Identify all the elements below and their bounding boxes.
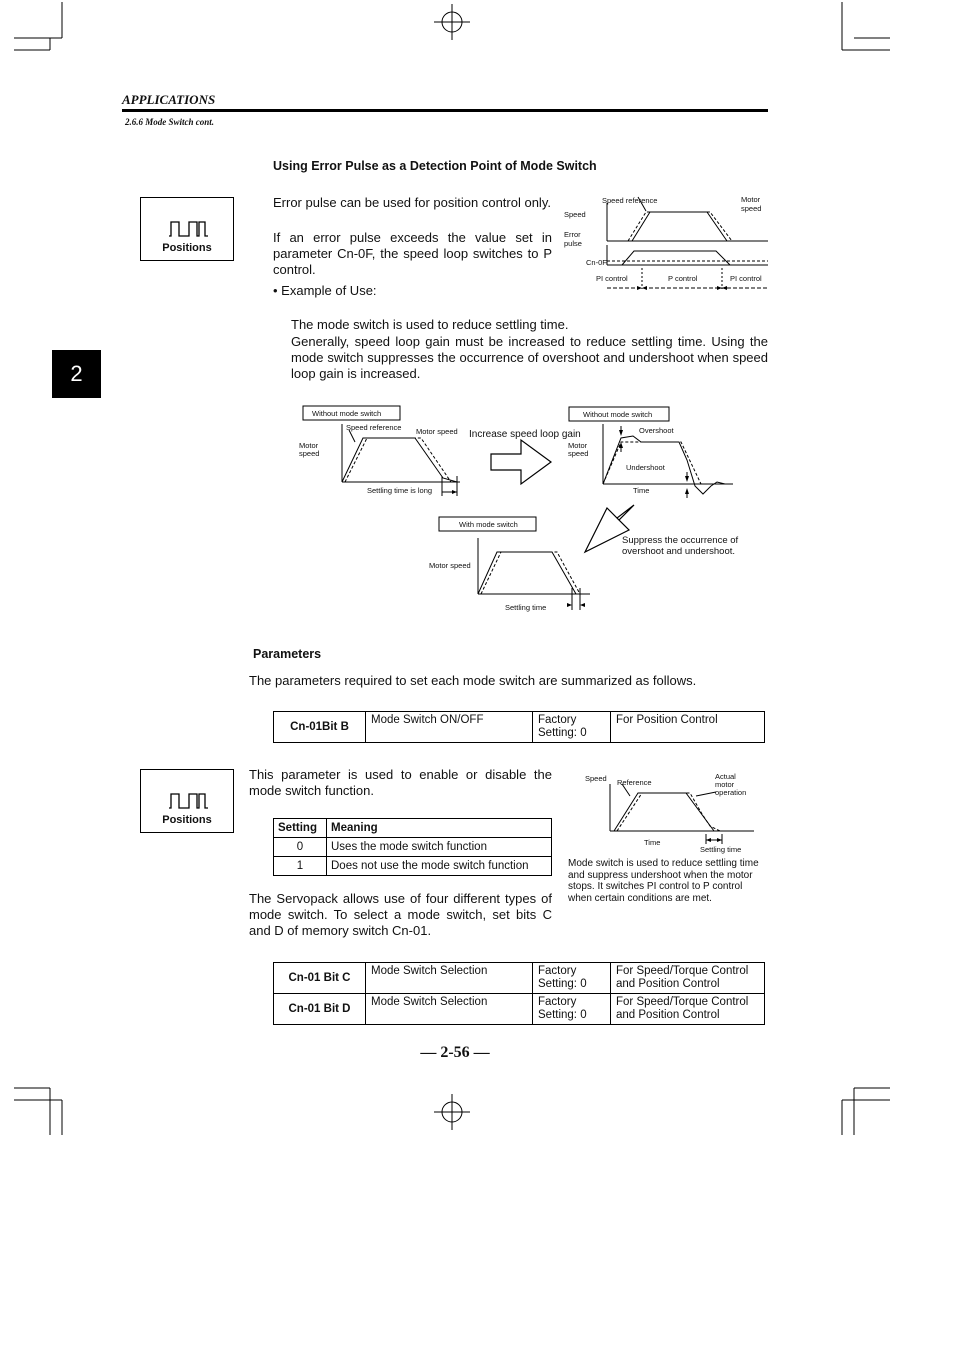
example-line2: Generally, speed loop gain must be increased to reduce settling time. Using the mode switch suppresses the occurrence of overshoot and undershoot when speed loop gain is increased. — [291, 334, 768, 381]
example-line1: The mode switch is used to reduce settling time. — [291, 317, 569, 332]
para-error-pulse: Error pulse can be used for position control only. — [273, 195, 551, 210]
suppress-label: Suppress the occurrence of overshoot and undershoot. — [622, 535, 739, 557]
example-heading: • Example of Use: — [273, 283, 377, 298]
table-row — [274, 994, 765, 1025]
param-name: Mode Switch ON/OFF — [366, 712, 533, 743]
motor-axis-a-2: speed — [299, 449, 320, 458]
overshoot-label: Overshoot — [639, 426, 674, 435]
positions-icon-box — [140, 197, 234, 261]
actual-motor-3: operation — [715, 788, 747, 797]
section-header: APPLICATIONS — [122, 92, 216, 107]
actual-motor-1: Actual — [715, 772, 736, 781]
header-rule — [122, 109, 768, 112]
chapter-number: 2 — [70, 361, 83, 386]
positions-label: Positions — [162, 242, 212, 254]
fig1-speed-word: speed — [741, 204, 762, 213]
fig1-speed-reference: Speed reference — [602, 196, 658, 205]
setting-value: 0 — [274, 838, 327, 857]
settling-caption: Mode switch is used to reduce settling time and suppress undershoot when the motor stops. It switches PI control to P control when certain conditions are met. — [568, 858, 759, 904]
param-scope: For Position Control — [611, 712, 765, 743]
column-header-setting: Setting — [274, 819, 327, 838]
speed-reference-label: Speed reference — [346, 423, 402, 432]
page-number: — 2-56 — — [420, 1044, 490, 1061]
mode-switch-example-figure — [295, 400, 765, 620]
actual-motor-2: motor — [715, 780, 735, 789]
param-scope: For Speed/Torque Control and Position Control — [611, 994, 765, 1025]
setting-value: 1 — [274, 857, 327, 876]
settings-table — [273, 818, 552, 876]
servopack-text: The Servopack allows use of four different types of mode switch. To select a mode switch, set bits C and D of memory switch Cn-01. — [249, 891, 552, 938]
fig1-error: Error — [564, 230, 581, 239]
param-key: Cn-01 Bit C — [274, 963, 366, 994]
param-factory: Factory Setting: 0 — [533, 712, 611, 743]
table-header-row — [274, 819, 552, 838]
fig1-motor: Motor — [741, 195, 761, 204]
param-factory: Factory Setting: 0 — [533, 963, 611, 994]
param-name: Mode Switch Selection — [366, 963, 533, 994]
time-label: Time — [633, 486, 650, 495]
fig1-speed-axis: Speed — [564, 210, 586, 219]
settling-time-figure — [584, 770, 774, 860]
positions-icon-box-2 — [140, 769, 234, 833]
param-table-bits-c-d — [273, 962, 765, 1025]
param-factory: Factory Setting: 0 — [533, 994, 611, 1025]
subsection-label: 2.6.6 Mode Switch cont. — [125, 117, 215, 127]
param-scope: For Speed/Torque Control and Position Control — [611, 963, 765, 994]
error-pulse-figure — [562, 193, 772, 293]
motor-axis-b-2: speed — [568, 449, 589, 458]
setting-meaning: Does not use the mode switch function — [327, 857, 552, 876]
mode-switch-desc: This parameter is used to enable or disable the mode switch function. — [249, 767, 552, 798]
motor-speed-axis-c: Motor speed — [429, 561, 471, 570]
motor-axis-a-1: Motor — [299, 441, 319, 450]
fig1-pi-right: PI control — [730, 274, 762, 283]
parameters-heading: Parameters — [253, 647, 322, 661]
without-mode-switch-label-a: Without mode switch — [312, 409, 382, 418]
increase-gain-label: Increase speed loop gain — [469, 429, 581, 440]
motor-speed-top-label: Motor speed — [416, 427, 458, 436]
positions-label: Positions — [162, 814, 212, 826]
fig1-p-control: P control — [668, 274, 698, 283]
settling-reference-label: Reference — [617, 778, 652, 787]
settling-time-axis: Time — [644, 838, 661, 847]
fig1-cn0f: Cn-0F — [586, 258, 607, 267]
settling-speed-axis: Speed — [585, 774, 607, 783]
fig1-pulse: pulse — [564, 239, 582, 248]
undershoot-label: Undershoot — [626, 463, 665, 472]
motor-axis-b-1: Motor — [568, 441, 588, 450]
section-title: Using Error Pulse as a Detection Point of Mode Switch — [273, 159, 597, 173]
setting-meaning: Uses the mode switch function — [327, 838, 552, 857]
with-mode-switch-label: With mode switch — [459, 520, 518, 529]
param-key: Cn-01Bit B — [274, 712, 366, 743]
settling-long-label: Settling time is long — [367, 486, 433, 495]
settling-time-label: Settling time — [505, 603, 547, 612]
table-row — [274, 838, 552, 857]
para-cn0f: If an error pulse exceeds the value set in parameter Cn-0F, the speed loop switches to P control. — [273, 230, 552, 277]
table-row — [274, 712, 765, 743]
without-mode-switch-label-b: Without mode switch — [583, 410, 653, 419]
chapter-tab — [52, 350, 101, 398]
table-row — [274, 857, 552, 876]
table-row — [274, 963, 765, 994]
settling-time-annot: Settling time — [700, 845, 742, 854]
column-header-meaning: Meaning — [327, 819, 552, 838]
param-key: Cn-01 Bit D — [274, 994, 366, 1025]
param-table-bit-b — [273, 711, 765, 743]
parameters-intro: The parameters required to set each mode switch are summarized as follows. — [249, 673, 697, 688]
param-name: Mode Switch Selection — [366, 994, 533, 1025]
fig1-pi-left: PI control — [596, 274, 628, 283]
